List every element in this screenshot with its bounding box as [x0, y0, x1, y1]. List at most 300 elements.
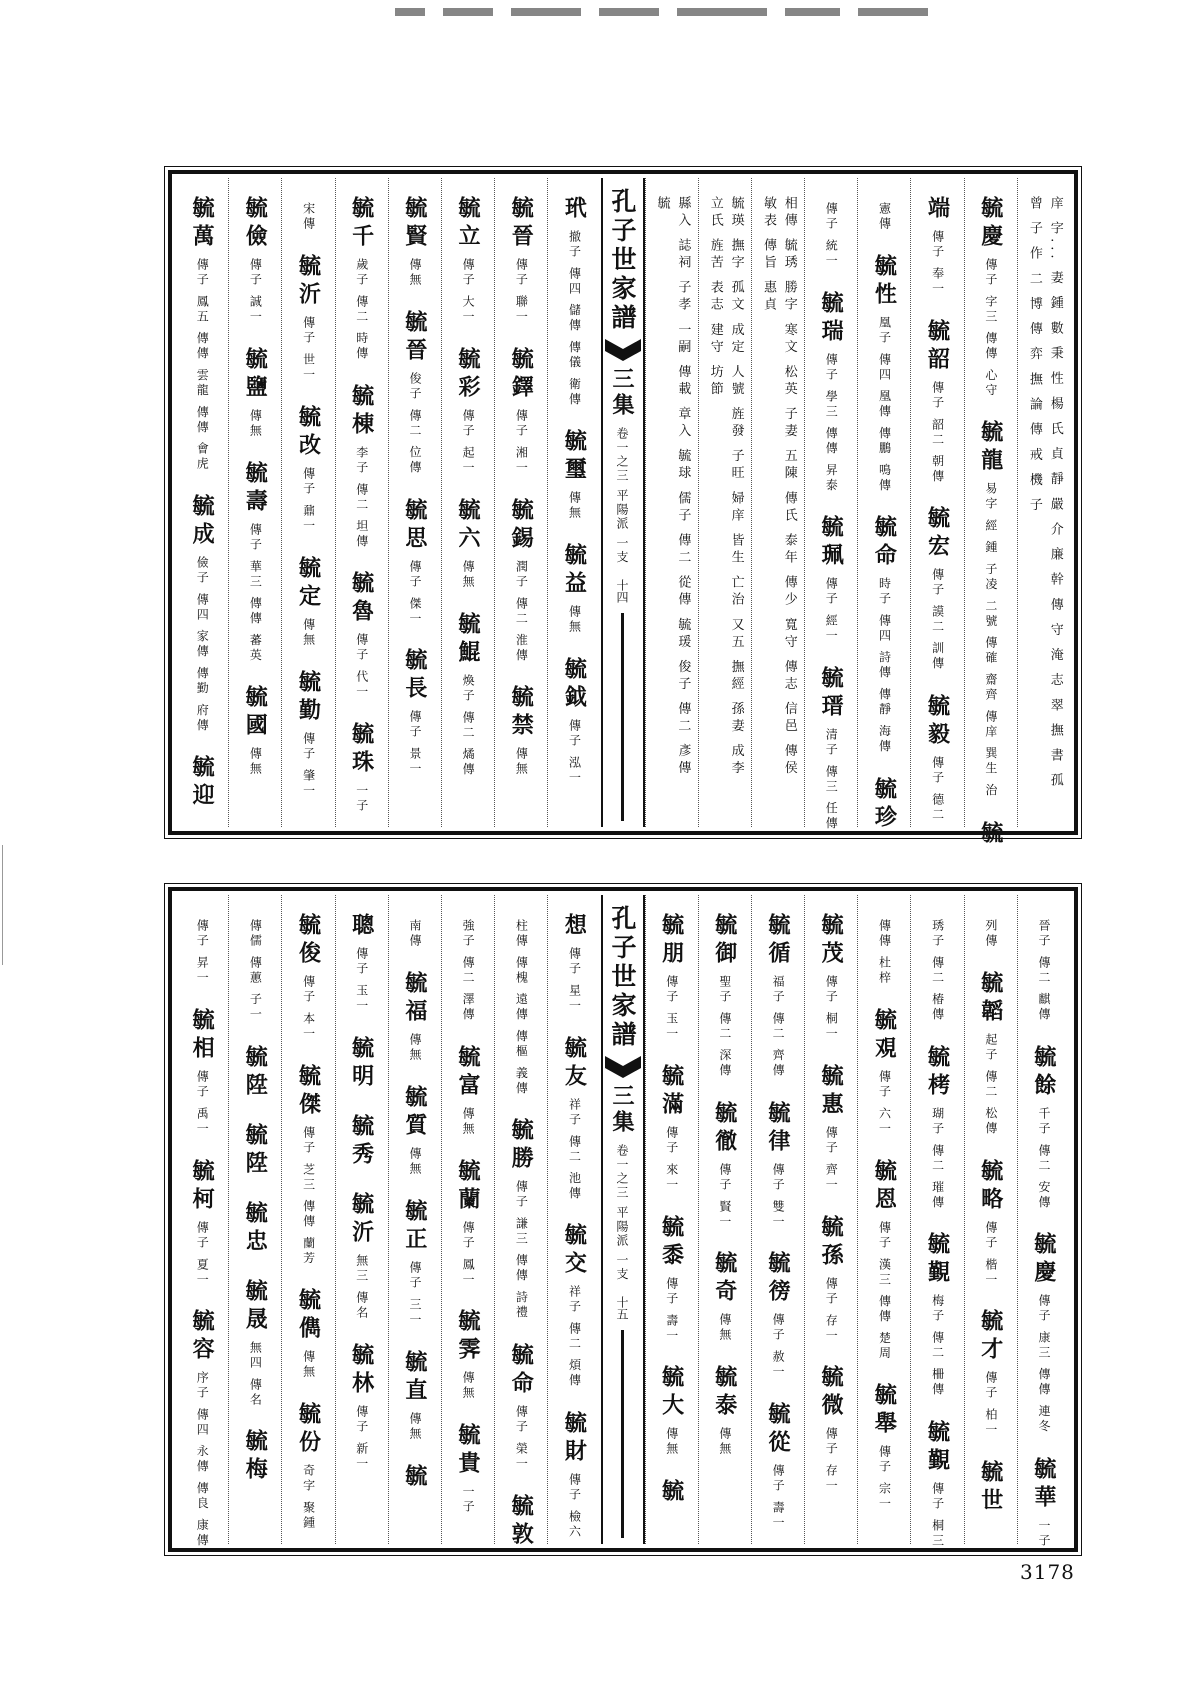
person-name: 毓禁 [508, 685, 535, 742]
person-note: 傳子 楷一 [983, 1220, 998, 1288]
person-note: 傳子 來一 [664, 1125, 679, 1193]
person-name: 毓霁 [455, 1309, 482, 1366]
person-entry [348, 1113, 375, 1170]
person-entry [401, 196, 428, 288]
person-entry [818, 1063, 845, 1193]
volume-branch-label: 卷一之三 平陽派 一支 [615, 427, 629, 565]
spine-rule [621, 1330, 624, 1538]
person-note: 晉子 傳二 麒傳 [1037, 919, 1051, 1023]
person-name: 毓從 [764, 1402, 791, 1459]
person-note: 傳子 夏一 [195, 1220, 210, 1288]
genealogy-column [441, 895, 494, 1544]
person-name: 毓珮 [818, 515, 845, 572]
person-entry [977, 420, 1004, 799]
person-name: 毓直 [401, 1349, 428, 1406]
person-entry [711, 1100, 738, 1230]
person-name: 毓晉 [401, 310, 428, 366]
person-note: 傳無 [301, 1350, 316, 1381]
person-entry [300, 196, 316, 232]
person-note: 祥子 傳二 池傳 [567, 1097, 582, 1202]
volume-branch-label: 卷一之三 平陽派 一支 [615, 1144, 629, 1282]
person-entry [871, 254, 898, 494]
person-name: 毓秀 [348, 1113, 375, 1170]
person-note: 一子 [354, 784, 369, 815]
person-note: 時子 傳四 詩傳 傳靜 海傳 [877, 577, 892, 755]
genealogy-column [804, 895, 857, 1544]
person-name: 毓 [977, 820, 1004, 849]
person-entry [561, 1035, 588, 1202]
person-name: 毓益 [561, 543, 588, 600]
person-name: 毓慶 [1030, 1232, 1057, 1289]
person-note: 一子 [1037, 1518, 1051, 1549]
person-name: 毓勝 [508, 1118, 535, 1175]
person-entry [508, 1342, 535, 1472]
person-note: 傳子 禹一 [195, 1069, 210, 1137]
person-entry [1030, 1232, 1057, 1435]
person-name: 毓微 [818, 1365, 845, 1422]
person-name: 毓成 [189, 494, 216, 551]
genealogy-column [388, 178, 441, 827]
person-entry [455, 1309, 482, 1402]
person-note: 傳子 韶二 朝傳 [930, 380, 945, 485]
person-entry [460, 913, 476, 1023]
person-entry [508, 196, 535, 325]
person-entry [508, 1118, 535, 1321]
person-entry [561, 1223, 588, 1390]
person-entry [401, 971, 428, 1063]
person-note: 傳子 玉一 [354, 947, 369, 1014]
person-name: 毓千 [348, 196, 375, 252]
person-entry [455, 196, 482, 325]
person-entry [348, 1342, 375, 1472]
person-note: 柱傳 傳槐 遠傳 傳樞 義傳 [514, 919, 529, 1097]
person-name: 毓才 [977, 1309, 1004, 1366]
person-note: 傳子 傑一 [407, 559, 422, 627]
person-note: 傳無 [248, 747, 263, 778]
person-name: 毓命 [508, 1342, 535, 1399]
person-entry [818, 515, 845, 645]
person-name: 毓璽 [561, 429, 588, 486]
person-entry [189, 755, 216, 812]
person-name: 毓蘭 [455, 1158, 482, 1215]
person-name: 毓茂 [818, 913, 845, 969]
person-entry [1030, 1456, 1057, 1549]
genealogy-column [751, 178, 804, 827]
person-note: 儉子 傳四 家傳 傳勤 府傳 [195, 556, 210, 734]
person-name: 毓覌 [871, 1007, 898, 1064]
column-text: 毓瑛 撫字 孤文 成定 人號 旌發 子旺 婦庠 皆生 亡治 又五 撫經 孫妻 成李 立氏 旌苦 表志 建守 坊節 [707, 196, 744, 778]
person-entry [455, 497, 482, 590]
person-note: 南傳 [407, 919, 422, 949]
person-note: 傳無 [407, 258, 422, 288]
person-note: 歲子 傳二 時傳 [354, 258, 369, 362]
person-note: 傳子 德二 [930, 756, 945, 823]
person-name: 毓梅 [242, 1429, 269, 1486]
person-note: 宋傳 [301, 202, 316, 232]
person-note: 傳子 奉一 [930, 230, 945, 297]
column-text: 縣入 誌祠 子孝 一嗣 傳載 章入 毓球 儒子 傳二 從傳 毓瑗 俊子 傳二 彥傳 毓 [654, 196, 691, 778]
person-entry [876, 196, 892, 232]
person-entry [764, 1100, 791, 1230]
person-entry [561, 429, 588, 522]
person-name: 毓長 [401, 648, 428, 705]
person-entry [977, 1460, 1004, 1517]
person-name: 毓御 [711, 913, 738, 969]
person-name: 毓鯤 [455, 611, 482, 668]
person-name: 毓沂 [348, 1191, 375, 1248]
person-entry [924, 1419, 951, 1549]
person-note: 千子 傳二 安傳 [1037, 1106, 1051, 1211]
person-entry [242, 460, 269, 664]
person-note: 傳子 大一 [461, 258, 476, 325]
person-note: 傳子 漢三 傳傳 楚周 [877, 1220, 892, 1362]
person-entry [455, 346, 482, 476]
person-entry [977, 971, 1004, 1137]
person-name: 毓相 [189, 1007, 216, 1064]
person-name: 毓勤 [295, 669, 322, 726]
person-entry [401, 310, 428, 476]
genealogy-column [388, 895, 441, 1544]
person-entry [508, 685, 535, 778]
person-note: 傳無 [567, 605, 582, 636]
genealogy-column [335, 178, 388, 827]
person-entry [924, 196, 951, 297]
person-entry [508, 346, 535, 476]
person-note: 傳無 [248, 408, 263, 439]
person-name: 毓交 [561, 1223, 588, 1280]
person-entry [242, 1278, 269, 1408]
person-name: 玳 [561, 196, 588, 224]
person-entry [242, 346, 269, 439]
person-name: 毓儁 [295, 1288, 322, 1345]
person-note: 傳無 [461, 1106, 476, 1137]
person-note: 傳子 華三 傳傳 蕃英 [248, 522, 263, 664]
person-name: 毓沂 [295, 254, 322, 310]
person-name: 毓思 [401, 497, 428, 554]
person-name: 毓萬 [189, 196, 216, 252]
person-name: 毓餘 [1030, 1044, 1057, 1101]
person-entry [295, 1063, 322, 1267]
collection-label: 三集 [609, 1084, 635, 1136]
person-entry [658, 913, 685, 1042]
person-note: 傳無 [717, 1427, 732, 1458]
person-entry [977, 1158, 1004, 1288]
person-entry [348, 1191, 375, 1321]
genealogy-page-bottom [168, 887, 1078, 1552]
person-entry [818, 1365, 845, 1495]
person-note: 傳無 [407, 1147, 422, 1177]
person-note: 撤子 傳四 儲傳 傳儀 衛傳 [567, 230, 582, 408]
person-name: 毓貴 [455, 1423, 482, 1480]
person-entry [818, 913, 845, 1042]
person-entry [871, 1383, 898, 1512]
genealogy-column [494, 895, 547, 1550]
person-entry [983, 913, 999, 949]
person-note: 憲傳 [877, 202, 892, 232]
person-entry [455, 611, 482, 778]
person-name: 毓栲 [924, 1044, 951, 1101]
person-name: 毓富 [455, 1044, 482, 1101]
person-note: 傳子 謨二 訓傳 [930, 568, 945, 673]
genealogy-column [698, 178, 751, 827]
person-note: 傳子 康三 傳傳 連冬 [1037, 1294, 1051, 1435]
person-note: 傳子 芝三 傳傳 蘭芳 [301, 1125, 316, 1267]
person-entry [508, 1493, 535, 1550]
person-entry [295, 913, 322, 1042]
person-name: 毓覲 [924, 1232, 951, 1289]
person-note: 傳子 宗一 [877, 1445, 892, 1512]
person-note: 傳子 桐三 [930, 1481, 945, 1549]
person-name: 毓六 [455, 497, 482, 554]
person-entry [924, 1232, 951, 1398]
person-note: 傳子 三一 [407, 1261, 422, 1328]
person-name: 毓福 [401, 971, 428, 1027]
person-note: 傳子 肇一 [301, 731, 316, 799]
spine-rule [621, 613, 624, 821]
person-name: 毓棟 [348, 383, 375, 440]
person-name: 毓林 [348, 1342, 375, 1399]
person-name: 毓明 [348, 1035, 375, 1092]
person-name: 毓陞 [242, 1122, 269, 1179]
person-note: 凰子 傳四 凰傳 傳鵬 鳴傳 [877, 316, 892, 494]
person-name: 毓晟 [242, 1278, 269, 1335]
person-name: 毓韜 [977, 971, 1004, 1027]
person-note: 傳子 新一 [354, 1404, 369, 1472]
person-entry [348, 196, 375, 362]
person-note: 傳子 齊一 [824, 1125, 839, 1193]
person-entry [189, 1309, 216, 1549]
person-note: 傳子 湘一 [514, 408, 529, 476]
person-entry [242, 1044, 269, 1101]
genealogy-column [964, 178, 1017, 849]
person-note: 傳子 昇一 [195, 919, 210, 986]
person-name: 毓滿 [658, 1063, 685, 1120]
person-note: 傳子 鳳一 [461, 1220, 476, 1288]
person-note: 祥子 傳二 煩傳 [567, 1285, 582, 1390]
person-entry [1030, 1044, 1057, 1211]
person-entry [194, 913, 210, 986]
person-entry [561, 913, 588, 1014]
person-entry [295, 1288, 322, 1381]
person-entry [818, 1214, 845, 1344]
genealogy-column [281, 895, 334, 1544]
person-name: 毓覲 [924, 1419, 951, 1476]
person-note: 無三 傳名 [354, 1253, 369, 1321]
person-note: 瑚子 傳二 璀傳 [930, 1106, 945, 1211]
leaf-number: 十五 [615, 1295, 629, 1320]
person-note: 傳子 謙三 傳傳 詩禮 [514, 1180, 529, 1321]
person-note: 傳子 存一 [824, 1276, 839, 1344]
genealogy-column [964, 895, 1017, 1544]
person-name: 毓 [658, 1479, 685, 1508]
person-name: 毓宏 [924, 506, 951, 563]
person-entry [977, 196, 1004, 399]
person-entry [513, 913, 529, 1096]
person-name: 毓彩 [455, 346, 482, 403]
person-note: 無四 傳名 [248, 1340, 263, 1408]
person-entry [818, 290, 845, 494]
page-columns [176, 178, 1070, 849]
person-name: 毓泰 [711, 1365, 738, 1422]
person-name: 毓質 [401, 1085, 428, 1141]
person-name: 毓律 [764, 1100, 791, 1157]
person-entry [764, 1402, 791, 1532]
genealogy-column [547, 178, 600, 827]
person-note: 傳無 [407, 1033, 422, 1063]
person-name: 毓瑨 [818, 666, 845, 723]
person-note: 傳子 景一 [407, 710, 422, 778]
person-note: 傳子 經一 [824, 577, 839, 645]
person-name: 毓迎 [189, 755, 216, 812]
person-name: 端 [924, 196, 951, 224]
person-name: 毓奇 [711, 1251, 738, 1308]
person-note: 傳子 賢一 [717, 1162, 732, 1230]
book-spine-column [601, 178, 645, 827]
person-name: 毓壽 [242, 460, 269, 517]
person-note: 傳儒 傳蕙 子一 [248, 919, 263, 1023]
genealogy-column [335, 895, 388, 1544]
person-name: 毓慶 [977, 196, 1004, 252]
book-title: 孔子世家譜 [608, 905, 637, 1050]
genealogy-column [441, 178, 494, 827]
person-note: 傳子 存一 [824, 1427, 839, 1495]
page-number: 3178 [1020, 1560, 1075, 1584]
person-note: 傳子 鳳五 傳傳 雲龍 傳傳 會虎 [195, 258, 210, 473]
person-entry [977, 820, 1004, 849]
person-note: 聖子 傳二 深傳 [717, 975, 732, 1079]
person-entry [658, 1479, 685, 1508]
person-entry [823, 196, 839, 269]
person-entry [401, 497, 428, 627]
person-entry [295, 555, 322, 648]
person-entry [508, 497, 535, 664]
person-entry [455, 1044, 482, 1137]
person-entry [924, 694, 951, 823]
person-note: 傳無 [461, 1371, 476, 1402]
person-name: 毓改 [295, 404, 322, 461]
person-name: 毓珠 [348, 722, 375, 779]
person-name: 毓鹽 [242, 346, 269, 403]
genealogy-page-top [168, 170, 1078, 849]
person-note: 福子 傳二 齊傳 [771, 975, 786, 1079]
person-note: 傳子 榮一 [514, 1404, 529, 1472]
person-name: 毓舉 [871, 1383, 898, 1440]
person-entry [189, 196, 216, 473]
person-entry [455, 1423, 482, 1516]
person-name: 聰 [348, 913, 375, 941]
person-entry [295, 669, 322, 799]
person-entry [295, 254, 322, 383]
person-name: 毓鉞 [561, 657, 588, 714]
person-name: 毓正 [401, 1199, 428, 1255]
person-name: 毓錫 [508, 497, 535, 554]
person-entry [295, 404, 322, 534]
person-note: 傳子 字三 傳傳 心守 [983, 258, 998, 399]
person-name: 毓忠 [242, 1200, 269, 1257]
person-entry [455, 1158, 482, 1288]
person-note: 清子 傳三 任傳 [824, 728, 839, 832]
person-entry [189, 494, 216, 734]
person-note: 傳子 誠一 [248, 258, 263, 325]
person-note: 起子 傳二 松傳 [983, 1033, 998, 1137]
person-note: 傳子 統一 [824, 202, 839, 269]
person-name: 毓徬 [764, 1251, 791, 1308]
person-note: 易字 經 鍾 子凌 二號 傳確 齋齊 傳庠 巽生 治 [983, 482, 998, 799]
person-name: 毓珍 [871, 776, 898, 833]
person-entry [658, 1063, 685, 1193]
page-columns [176, 895, 1070, 1550]
genealogy-column [228, 895, 281, 1544]
fishtail-ornament-icon [605, 1056, 641, 1078]
person-entry [401, 1085, 428, 1177]
person-note: 傳子 聯一 [514, 258, 529, 325]
person-name: 毓瑞 [818, 290, 845, 347]
genealogy-column [910, 895, 963, 1549]
fishtail-ornament-icon [605, 339, 641, 361]
person-note: 傳子 鼐一 [301, 466, 316, 534]
person-entry [401, 648, 428, 778]
person-name: 毓循 [764, 913, 791, 969]
book-spine-column [601, 895, 645, 1544]
person-name: 毓柯 [189, 1158, 216, 1215]
genealogy-column [1017, 895, 1070, 1549]
genealogy-column [176, 895, 228, 1549]
person-note: 傳子 學三 傳傳 昇泰 [824, 352, 839, 494]
person-entry [924, 318, 951, 485]
person-note: 李子 傳二 坦傳 [354, 445, 369, 550]
person-note: 傳子 本一 [301, 975, 316, 1042]
person-entry [924, 506, 951, 673]
person-entry [348, 383, 375, 550]
column-text: 庠 字... 妻 鍾 數 秉 性 楊 氏 貞 靜 嚴 介 廉 幹 傳 守 淹 志 翠 撫 書 孤 曾 子 作 二 博 傳 弈 撫 論 傳 戒 機 子 [1026, 196, 1063, 791]
genealogy-column [494, 178, 547, 827]
genealogy-column [857, 895, 910, 1544]
person-name: 毓友 [561, 1035, 588, 1092]
person-name: 毓略 [977, 1158, 1004, 1215]
collection-label: 三集 [609, 367, 635, 419]
person-entry [561, 196, 588, 408]
person-entry [561, 1411, 588, 1540]
person-note: 強子 傳二 澤傳 [461, 919, 476, 1023]
person-entry [876, 913, 892, 986]
person-name: 毓鐸 [508, 346, 535, 403]
genealogy-column [804, 178, 857, 832]
person-name: 毓俊 [295, 913, 322, 969]
person-note: 傳無 [301, 617, 316, 648]
person-note: 一子 [461, 1485, 476, 1516]
person-note: 傳子 桐一 [824, 975, 839, 1042]
person-note: 傳無 [664, 1427, 679, 1458]
person-note: 傳子 星一 [567, 947, 582, 1014]
person-note: 傳無 [514, 747, 529, 778]
person-name: 毓財 [561, 1411, 588, 1468]
person-entry [401, 1349, 428, 1442]
person-entry [764, 1251, 791, 1381]
person-note: 傳傳 杜梓 [877, 919, 892, 986]
person-entry [242, 685, 269, 778]
person-note: 列傳 [983, 919, 998, 949]
genealogy-column [698, 895, 751, 1544]
scan-margin-line [2, 845, 3, 965]
person-entry [818, 666, 845, 832]
person-name: 毓敦 [508, 1493, 535, 1550]
person-name: 毓性 [871, 254, 898, 310]
person-entry [871, 776, 898, 833]
person-note: 潤子 傳二 淮傳 [514, 559, 529, 664]
person-note: 傳子 六一 [877, 1069, 892, 1137]
person-name: 毓龍 [977, 420, 1004, 477]
genealogy-column [1017, 178, 1070, 827]
